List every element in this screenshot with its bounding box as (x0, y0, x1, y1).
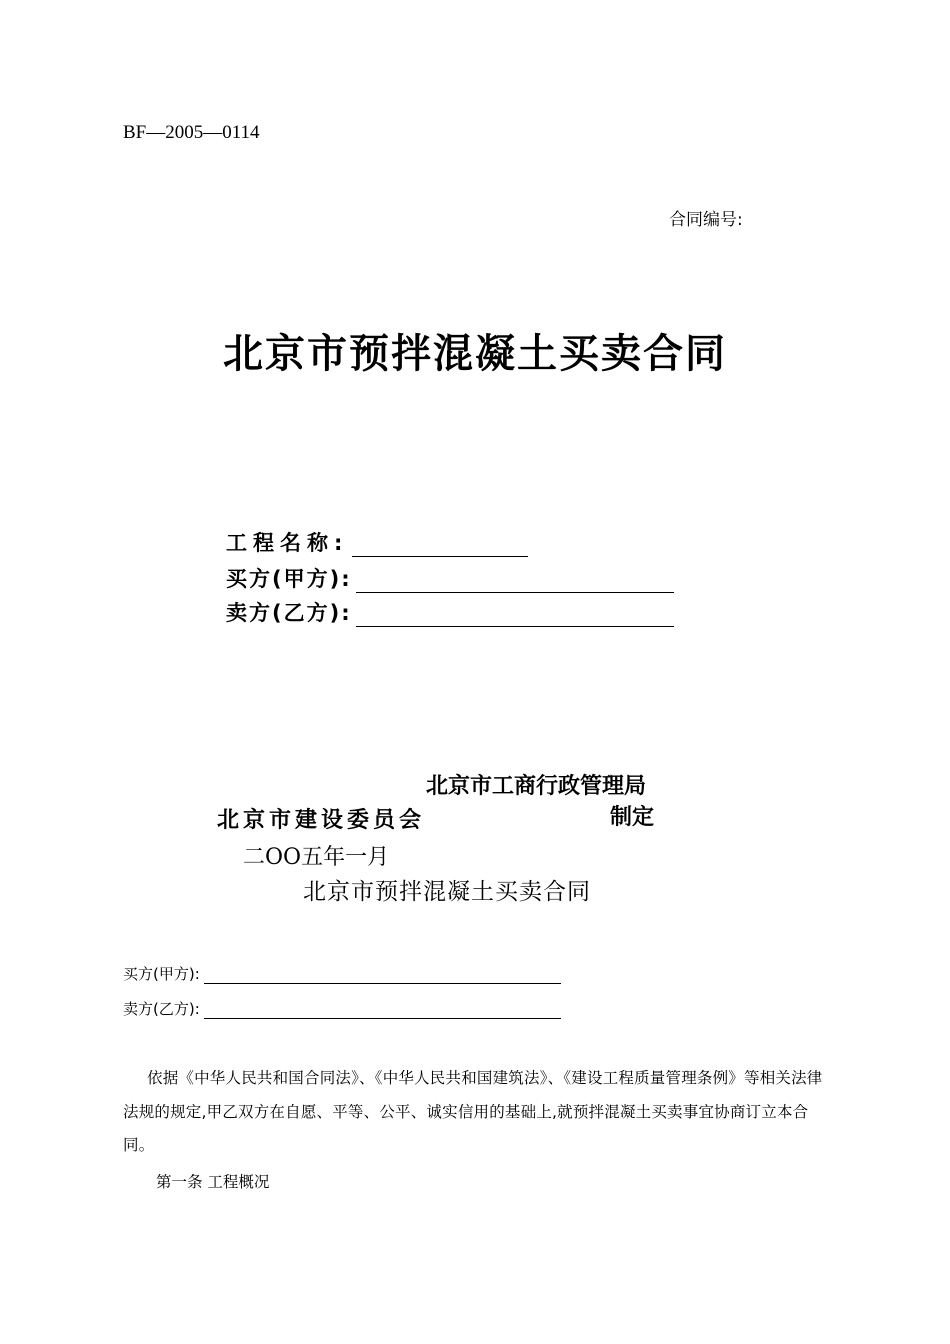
buyer-field (123, 963, 561, 984)
article-1-heading: 第一条 工程概况 (156, 1173, 270, 1191)
seller-label: 卖方(乙方): (123, 1000, 200, 1018)
project-name-blank[interactable] (352, 534, 528, 557)
seller-blank[interactable] (204, 1002, 561, 1019)
issuer-construction-committee: 北京市建设委员会 (217, 807, 426, 833)
cover-seller-field (226, 597, 674, 627)
cover-buyer-label: 买方(甲方): (226, 567, 352, 591)
buyer-label: 买方(甲方): (123, 965, 200, 983)
issuer-made-by: 制定 (610, 805, 655, 830)
project-name-field (226, 527, 528, 557)
issue-date: 二OO五年一月 (243, 845, 390, 870)
seller-field (123, 998, 561, 1019)
document-code: BF—2005—0114 (123, 122, 260, 143)
contract-number-label: 合同编号: (669, 210, 743, 230)
cover-buyer-field (226, 563, 674, 593)
issuer-saic: 北京市工商行政管理局 (426, 773, 647, 799)
project-name-label: 工程名称: (226, 531, 349, 555)
cover-seller-blank[interactable] (356, 604, 674, 627)
body-title: 北京市预拌混凝土买卖合同 (303, 879, 591, 905)
cover-seller-label: 卖方(乙方): (226, 601, 352, 625)
cover-title: 北京市预拌混凝土买卖合同 (223, 330, 727, 377)
cover-buyer-blank[interactable] (356, 570, 674, 593)
buyer-blank[interactable] (204, 967, 561, 984)
preamble-paragraph: 依据《中华人民共和国合同法》、《中华人民共和国建筑法》、《建设工程质量管理条例》等相关法律法规的规定,甲乙双方在自愿、平等、公平、诚实信用的基础上,就预拌混凝土买卖事宜协商订立本合同。 (123, 1069, 823, 1154)
